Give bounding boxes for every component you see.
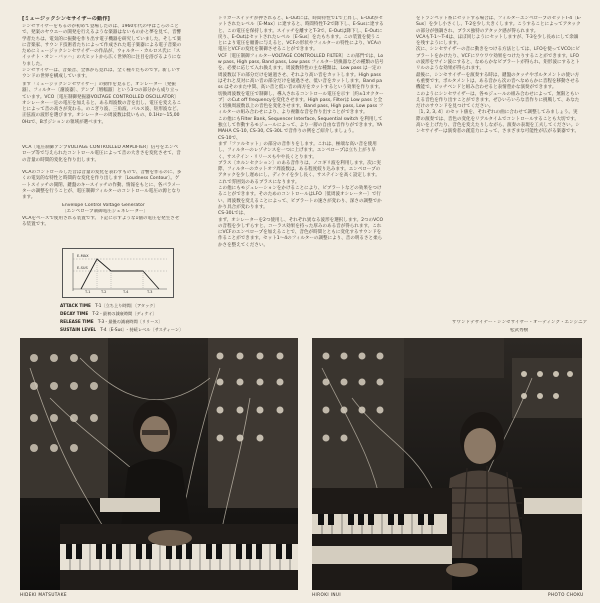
label-e-sus: E-SUS [77, 266, 88, 270]
label-e-max: E-MAX [77, 254, 89, 258]
paragraph-contour: VCAのコントロールした音は音量の変化を表わすもので、音響を作るのに、多くの電気的な特性と時間的な変化を作り出します〔Loudness Contour〕。ゲートスイッチの開閉、鍵盤のキースイッチの作動、情報をもとに、各パラメーターの調整を行うことが、電圧制御フィルターのコントロール電圧の源となります。 [22, 170, 182, 201]
legend-decay: DECAY TIME T-2 - 最初の減衰時間〔ディケイ〕 [60, 311, 157, 316]
caption-left: HIDEKI MATSUTAKE [20, 592, 67, 597]
paragraph-envelope: VCAをベースで使用される装置です。下記に示すような1個の電圧を発生させる装置です。 [22, 216, 180, 228]
paragraph-intro: シンセサイザーは、音楽音、全体から見れば、全く種々たものです。新しいサウンドの世界を構成しています。 [22, 68, 181, 80]
adsr-envelope-diagram [62, 248, 174, 298]
legend-sustain: SUSTAIN LEVEL T-4〔E-Sus〕- 持続レベル〔サスティーン〕 [60, 327, 184, 332]
paragraph-sound-making: をトランペット系にセットする場合は、フィルターエンベロープのセットT-4〔E-Sus〕を少し小さくし、T-2を少し大きくします。こうすることによってアタックの部分が強調され、ブラス独特のアタック感が得られます。 VCAもT-1〜T-4は、ほぼ同じようにセットしますが、T-3を少し長めにして余韻を残すようにします。 次に、シンセサイザーの音に動きをつける方法としては、LFOを使ってVCOにビブラートをかけたり、VCFにワウワウ効果をつけたりすることができます。LFOの波形をサイン波にすると、なめらかなビブラートが得られ、矩形波にするとトリルのような効果が得られます。 最後に、シンセサイザーを演奏する時は、鍵盤のタッチやポルタメントの使い方も重要です。ポルタメントは、ある音から次の音へなめらかに音程を移動させる機能で、ピッチベンドと組み合わせると表情豊かな演奏ができます。 このようにシンセサイザーは、各モジュールの組み合わせによって、無限ともいえる音色を作り出すことができます。ぜひいろいろな音作りに挑戦して、あなただけのサウンドを見つけてください。 〔1, 2, 3, 4〕のセット値を、それぞれの曲に合わせて調整してみましょう。実際の演奏では、音色の変化をリアルタイムでコントロールすることも大切です。 高いを上げたり、音色を変えたりしながら、演奏の表現を工夫してください。シンセサイザーは演奏者の創造力によって、さまざまな可能性が広がる楽器です。 [416, 16, 582, 135]
paragraph-vcf: トリガースイッチが押されると、E-Outには、時間特性で1で上昇し、E-Outがセットされたレベル〔E-Max〕に達すると、時間特性T-2で降下し、E-Susに達すると、この電圧を保持します。スイッチを離すとT-3で、E-Outは降下し、E-Outに戻り、E-Outはセットされたレベル〔E-Sus〕をたもちます。この装置を使うことにより電圧を順番に与えると、VCFの形状やフィルターの特性により、VCAの電圧とVCFの変化を制御させることができます。 VCF〔電圧制御フィルターVOLTAGE CONTROLLED FILTER〕この部門では、Low pass, High pass, Band pass, Low pass フィルター切換器などの種類の信号を、必要に応じて入れ換えます。周波数特性の主な種類は、Low pass は一定の周波数以下の部分だけを通過させ、それより高い音をカットします。High pass はそれと反対に高い音の部分だけを通過させ、低い音をカットします。Band pass はそのまた中間、高い音と低い音の両方をカットするという効果を作ります。 切換周波数を電圧で制御し、導入されるコントロール電圧を示す〔約±1オクターブ〕のCut off frequencyを変化させます。High pass, Filterは Low pass と全く切換周波数以上の音色を変化させます。Band pass, High pass, Low pass フィルターの組み合わせにより、より複雑な音を作り出すことができます。 この他にもFilter Bank, Sequencer Interface, Sequential switch を利用して独立して作動するモジュールによって、より一層の自由な音作りができます。YAMAHA CS-10, CS-30, CS-30L で音作りの例をご紹介しましょう。 CS-10で、 まず「ファルセット」の部分の音作りをします。これは、極端な高い音を使用し、フィルターのレゾナンスを一つに上げます。エンベロープは立ち上がり早く、サステイン・リリースもやや長くとります。 ブラス〔ホルンセクション〕のある音作りは、ノコギリ波を利用します。次に実際、フィルターのカットオフ周波数は、ある程度絞り込みます。エンベロープのアタックを少し遅めにし、ディケイを少し長く、サステインを高く設定します。これで雰囲気のあるブラスになります。 この他にもモジュレーションをかけることにより、ビブラートなどの効果をつけることができます。そのためのコントロールはLFO〔低周波オシレーター〕で行い、周波数を変えることによって、ビブラートの速さが変わり、深さの調整でかかり具合が変わります。 CS-30Lでは、 まず、オシレーターを2つ使用し、それぞれ異なる波形を選択します。2つのVCOの音程を少しずらすと、コーラス効果を持った厚みのある音が得られます。これにVCFのエンベロープを加えることで、音色が時間とともに変化するサウンドを作ることができます。セット1〜4のフィルターの調整により、音の明るさと柔らかさを整えてください。 [218, 16, 384, 248]
caption-middle: HIROKI INUI [312, 592, 341, 597]
label-t4: T-4 [123, 290, 129, 294]
paragraph-vco: まず「ミュージックシンセサイザー」の動作を見ると、オシレーター〔発振器〕、フィルター〔濾波器〕、アンプ〔増幅器〕という3つの部分から成り立っています。VCO〔電圧制御発振器VOLTAGE CONTROLLED OSCILLATOR〕オシレーター一定の電圧を加えると、ある周波数の音を出し、電圧を変えることによって音の高さが変わる。のこぎり波、三角波、パルス波、矩形波など、正弦波の波形を選びます。オシレーターの周波数は低いもの、0.1Hz〜15,000Hzで、Bポジションの領域が選べます。 [22, 82, 182, 125]
envelope-title: Envelope Control Voltage Generator [62, 203, 145, 208]
label-t1: T-1 [85, 290, 91, 294]
legend-attack: ATTACK TIME T-1〔立ち上り時間〕〔アタック〕 [60, 303, 158, 308]
photo-hiroki-inui [312, 338, 582, 590]
paragraph-history: シンセサイザーをもるのが初めて登場したのは、1960年代の中ばごろのことで、発案のヤウエーの開発を行えるような楽器はないものかと夢を見て、音響学者たちは、電気的に振動を作り出す電子機器を研究していました。そして楽に音楽家、サウンド技術者たちによって作成された電子楽器による電子音楽のためにミュージックシンセサイザーの作品が、ウォルター・カルロス氏に「スイッチト・オン・バッハ」の大ヒットから広く世界的に注目を浴びるようになりました。 [22, 24, 182, 67]
legend-release: RELEASE TIME T-3 - 最後の減衰時間〔リリース〕 [60, 319, 163, 324]
signature-name: 松武秀樹 [510, 328, 529, 333]
section-heading: [ミュージックシンセサイザーの動作] [22, 16, 110, 22]
signature-title: サウンドデザイナー・シンセサイザー・オーディング・エンジニア [452, 320, 588, 325]
paragraph-vca: VCA〔電圧制御アンプVOLTAGE CONTROLLED AMPLIFIER〕信号をエンベロープ等で与えられたコントロール電圧によって音の大きさを変化させて、音の音量の時間的変化を作り出します。 [22, 145, 181, 163]
label-t3: T-3 [147, 290, 153, 294]
label-t2: T-2 [101, 290, 107, 294]
photo-hideki-matsutake [20, 338, 298, 590]
photo-image-left [20, 338, 298, 590]
caption-right: PHOTO CHOKU [548, 592, 584, 597]
envelope-subtitle: 〔エンベロープ制御電圧ジェネレーター〕 [62, 209, 149, 214]
photo-image-right [312, 338, 582, 590]
